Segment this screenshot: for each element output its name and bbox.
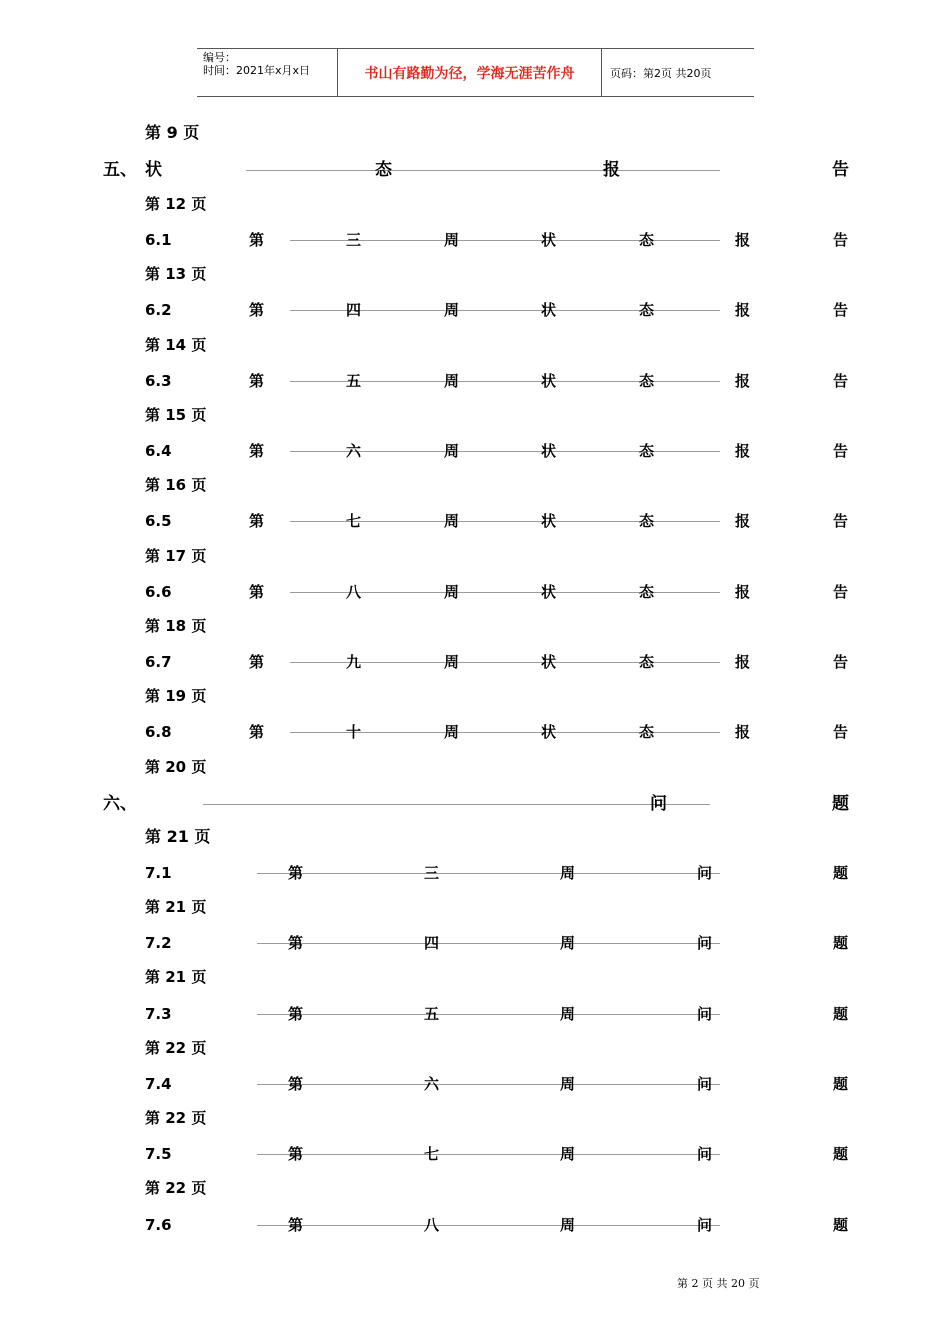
toc-entry-char: 八 xyxy=(424,1216,440,1234)
toc-entry-number: 6.1 xyxy=(145,231,172,249)
toc-entry-char: 第 xyxy=(249,512,265,530)
toc-entry-char: 周 xyxy=(444,372,460,390)
toc-entry[interactable] xyxy=(0,1073,950,1095)
toc-entry-char: 问 xyxy=(697,1075,713,1093)
toc-entry-char: 周 xyxy=(560,1216,576,1234)
toc-entry-char: 周 xyxy=(560,1075,576,1093)
toc-entry-char: 周 xyxy=(444,442,460,460)
toc-entry-number: 6.4 xyxy=(145,442,172,460)
toc-entry-char: 告 xyxy=(832,160,849,180)
toc-page-ref: 第 16 页 xyxy=(145,476,207,494)
toc-entry-char: 周 xyxy=(560,1005,576,1023)
toc-entry-char: 周 xyxy=(444,301,460,319)
toc-entry-char: 周 xyxy=(444,723,460,741)
toc-entry-char: 状 xyxy=(541,512,557,530)
toc-entry-char: 第 xyxy=(249,583,265,601)
page-footer: 第 2 页 共 20 页 xyxy=(677,1277,760,1290)
header-page-number: 页码：第2页 共20页 xyxy=(610,66,712,80)
toc-entry-char: 告 xyxy=(833,583,849,601)
toc-entry-char: 第 xyxy=(288,1005,304,1023)
toc-entry[interactable] xyxy=(0,651,950,673)
toc-page-ref: 第 21 页 xyxy=(145,827,211,846)
toc-entry-char: 问 xyxy=(650,794,667,814)
toc-leader-line xyxy=(257,1154,720,1155)
toc-entry-char: 题 xyxy=(833,934,849,952)
toc-entry-number: 7.1 xyxy=(145,864,172,882)
toc-entry-char: 第 xyxy=(288,1145,304,1163)
toc-entry-char: 第 xyxy=(249,301,265,319)
toc-entry[interactable] xyxy=(0,440,950,462)
toc-entry-char: 状 xyxy=(541,372,557,390)
toc-entry-char: 告 xyxy=(833,723,849,741)
toc-entry-char: 状 xyxy=(541,723,557,741)
toc-entry-char: 报 xyxy=(735,231,751,249)
toc-entry-char: 题 xyxy=(832,794,849,814)
toc-entry-char: 问 xyxy=(697,1005,713,1023)
toc-entry[interactable] xyxy=(0,581,950,603)
toc-leader-line xyxy=(257,1084,720,1085)
toc-page-ref: 第 12 页 xyxy=(145,195,207,213)
document-time-label: 时间：2021年x月x日 xyxy=(203,64,311,77)
toc-entry-number: 6.5 xyxy=(145,512,172,530)
toc-entry-char: 第 xyxy=(288,864,304,882)
toc-entry-char: 十 xyxy=(346,723,362,741)
toc-entry[interactable] xyxy=(0,299,950,321)
toc-entry[interactable] xyxy=(0,932,950,954)
toc-entry-char: 态 xyxy=(639,723,655,741)
toc-entry-number: 五、 xyxy=(103,160,137,180)
toc-entry-number: 7.5 xyxy=(145,1145,172,1163)
toc-entry-char: 告 xyxy=(833,301,849,319)
toc-entry-char: 告 xyxy=(833,512,849,530)
toc-page-ref: 第 17 页 xyxy=(145,547,207,565)
toc-entry[interactable] xyxy=(0,159,950,181)
toc-entry-char: 第 xyxy=(288,1216,304,1234)
toc-entry-char: 状 xyxy=(145,160,162,180)
toc-entry-char: 题 xyxy=(833,1216,849,1234)
toc-entry-number: 7.4 xyxy=(145,1075,172,1093)
toc-entry-char: 告 xyxy=(833,372,849,390)
toc-entry-char: 五 xyxy=(346,372,362,390)
toc-entry-char: 四 xyxy=(346,301,362,319)
toc-entry-char: 七 xyxy=(424,1145,440,1163)
toc-entry-number: 7.3 xyxy=(145,1005,172,1023)
toc-entry-char: 问 xyxy=(697,1145,713,1163)
toc-page-ref: 第 14 页 xyxy=(145,336,207,354)
toc-entry-char: 状 xyxy=(541,653,557,671)
toc-entry-char: 告 xyxy=(833,442,849,460)
toc-page-ref: 第 21 页 xyxy=(145,968,207,986)
toc-entry-char: 第 xyxy=(249,231,265,249)
toc-entry-char: 告 xyxy=(833,231,849,249)
toc-leader-line xyxy=(257,943,720,944)
toc-entry-char: 周 xyxy=(560,934,576,952)
toc-entry[interactable] xyxy=(0,1214,950,1236)
toc-entry-char: 报 xyxy=(735,372,751,390)
toc-page-ref: 第 13 页 xyxy=(145,265,207,283)
toc-leader-line xyxy=(203,804,710,805)
toc-entry-char: 报 xyxy=(603,160,620,180)
toc-entry-char: 第 xyxy=(249,653,265,671)
toc-entry[interactable] xyxy=(0,793,950,815)
toc-entry-char: 周 xyxy=(444,512,460,530)
toc-entry-number: 7.2 xyxy=(145,934,172,952)
toc-page-ref: 第 21 页 xyxy=(145,898,207,916)
toc-entry-char: 周 xyxy=(444,231,460,249)
toc-entry-char: 第 xyxy=(249,723,265,741)
toc-entry-char: 态 xyxy=(639,583,655,601)
toc-entry-char: 周 xyxy=(560,864,576,882)
toc-entry-char: 态 xyxy=(639,442,655,460)
toc-entry[interactable] xyxy=(0,1143,950,1165)
toc-entry[interactable] xyxy=(0,229,950,251)
toc-entry-char: 八 xyxy=(346,583,362,601)
toc-entry-char: 第 xyxy=(249,442,265,460)
toc-entry[interactable] xyxy=(0,721,950,743)
toc-entry-char: 题 xyxy=(833,1075,849,1093)
toc-entry-char: 周 xyxy=(444,583,460,601)
toc-entry[interactable] xyxy=(0,510,950,532)
toc-entry-char: 报 xyxy=(735,301,751,319)
toc-entry[interactable] xyxy=(0,862,950,884)
toc-entry-char: 题 xyxy=(833,864,849,882)
toc-entry-char: 六 xyxy=(346,442,362,460)
toc-entry-char: 第 xyxy=(288,934,304,952)
toc-entry-char: 第 xyxy=(249,372,265,390)
toc-entry-number: 6.3 xyxy=(145,372,172,390)
toc-entry-char: 题 xyxy=(833,1005,849,1023)
toc-entry-char: 九 xyxy=(346,653,362,671)
toc-entry-char: 态 xyxy=(639,512,655,530)
toc-entry-char: 状 xyxy=(541,301,557,319)
document-code-label: 编号： xyxy=(203,51,236,64)
toc-page-ref: 第 22 页 xyxy=(145,1179,207,1197)
toc-entry-number: 6.6 xyxy=(145,583,172,601)
toc-entry[interactable] xyxy=(0,370,950,392)
header-motto: 书山有路勤为径，学海无涯苦作舟 xyxy=(364,65,575,82)
toc-entry-char: 状 xyxy=(541,442,557,460)
toc-page-ref: 第 9 页 xyxy=(145,123,200,142)
toc-entry-char: 报 xyxy=(735,653,751,671)
toc-entry-number: 六、 xyxy=(103,794,137,814)
toc-page-ref: 第 18 页 xyxy=(145,617,207,635)
toc-entry-char: 态 xyxy=(639,653,655,671)
toc-leader-line xyxy=(257,873,720,874)
toc-entry-char: 周 xyxy=(560,1145,576,1163)
toc-entry-number: 7.6 xyxy=(145,1216,172,1234)
toc-entry-char: 五 xyxy=(424,1005,440,1023)
toc-entry-char: 题 xyxy=(833,1145,849,1163)
toc-leader-line xyxy=(257,1014,720,1015)
toc-entry-char: 态 xyxy=(639,231,655,249)
toc-entry-char: 七 xyxy=(346,512,362,530)
toc-entry-number: 6.2 xyxy=(145,301,172,319)
toc-entry-char: 报 xyxy=(735,583,751,601)
toc-entry-char: 状 xyxy=(541,231,557,249)
toc-leader-line xyxy=(246,170,720,171)
toc-page-ref: 第 15 页 xyxy=(145,406,207,424)
toc-entry-char: 六 xyxy=(424,1075,440,1093)
toc-entry[interactable] xyxy=(0,1003,950,1025)
toc-entry-char: 周 xyxy=(444,653,460,671)
toc-entry-char: 态 xyxy=(639,301,655,319)
toc-page-ref: 第 22 页 xyxy=(145,1039,207,1057)
toc-entry-number: 6.7 xyxy=(145,653,172,671)
toc-leader-line xyxy=(257,1225,720,1226)
toc-entry-char: 告 xyxy=(833,653,849,671)
toc-page-ref: 第 20 页 xyxy=(145,758,207,776)
toc-entry-char: 第 xyxy=(288,1075,304,1093)
toc-entry-char: 三 xyxy=(424,864,440,882)
toc-entry-char: 报 xyxy=(735,442,751,460)
toc-entry-char: 报 xyxy=(735,723,751,741)
toc-entry-char: 三 xyxy=(346,231,362,249)
toc-entry-number: 6.8 xyxy=(145,723,172,741)
toc-entry-char: 四 xyxy=(424,934,440,952)
toc-page-ref: 第 19 页 xyxy=(145,687,207,705)
toc-entry-char: 态 xyxy=(639,372,655,390)
toc-entry-char: 态 xyxy=(375,160,392,180)
toc-entry-char: 状 xyxy=(541,583,557,601)
toc-entry-char: 问 xyxy=(697,864,713,882)
toc-entry-char: 报 xyxy=(735,512,751,530)
toc-page-ref: 第 22 页 xyxy=(145,1109,207,1127)
toc-entry-char: 问 xyxy=(697,934,713,952)
toc-entry-char: 问 xyxy=(697,1216,713,1234)
